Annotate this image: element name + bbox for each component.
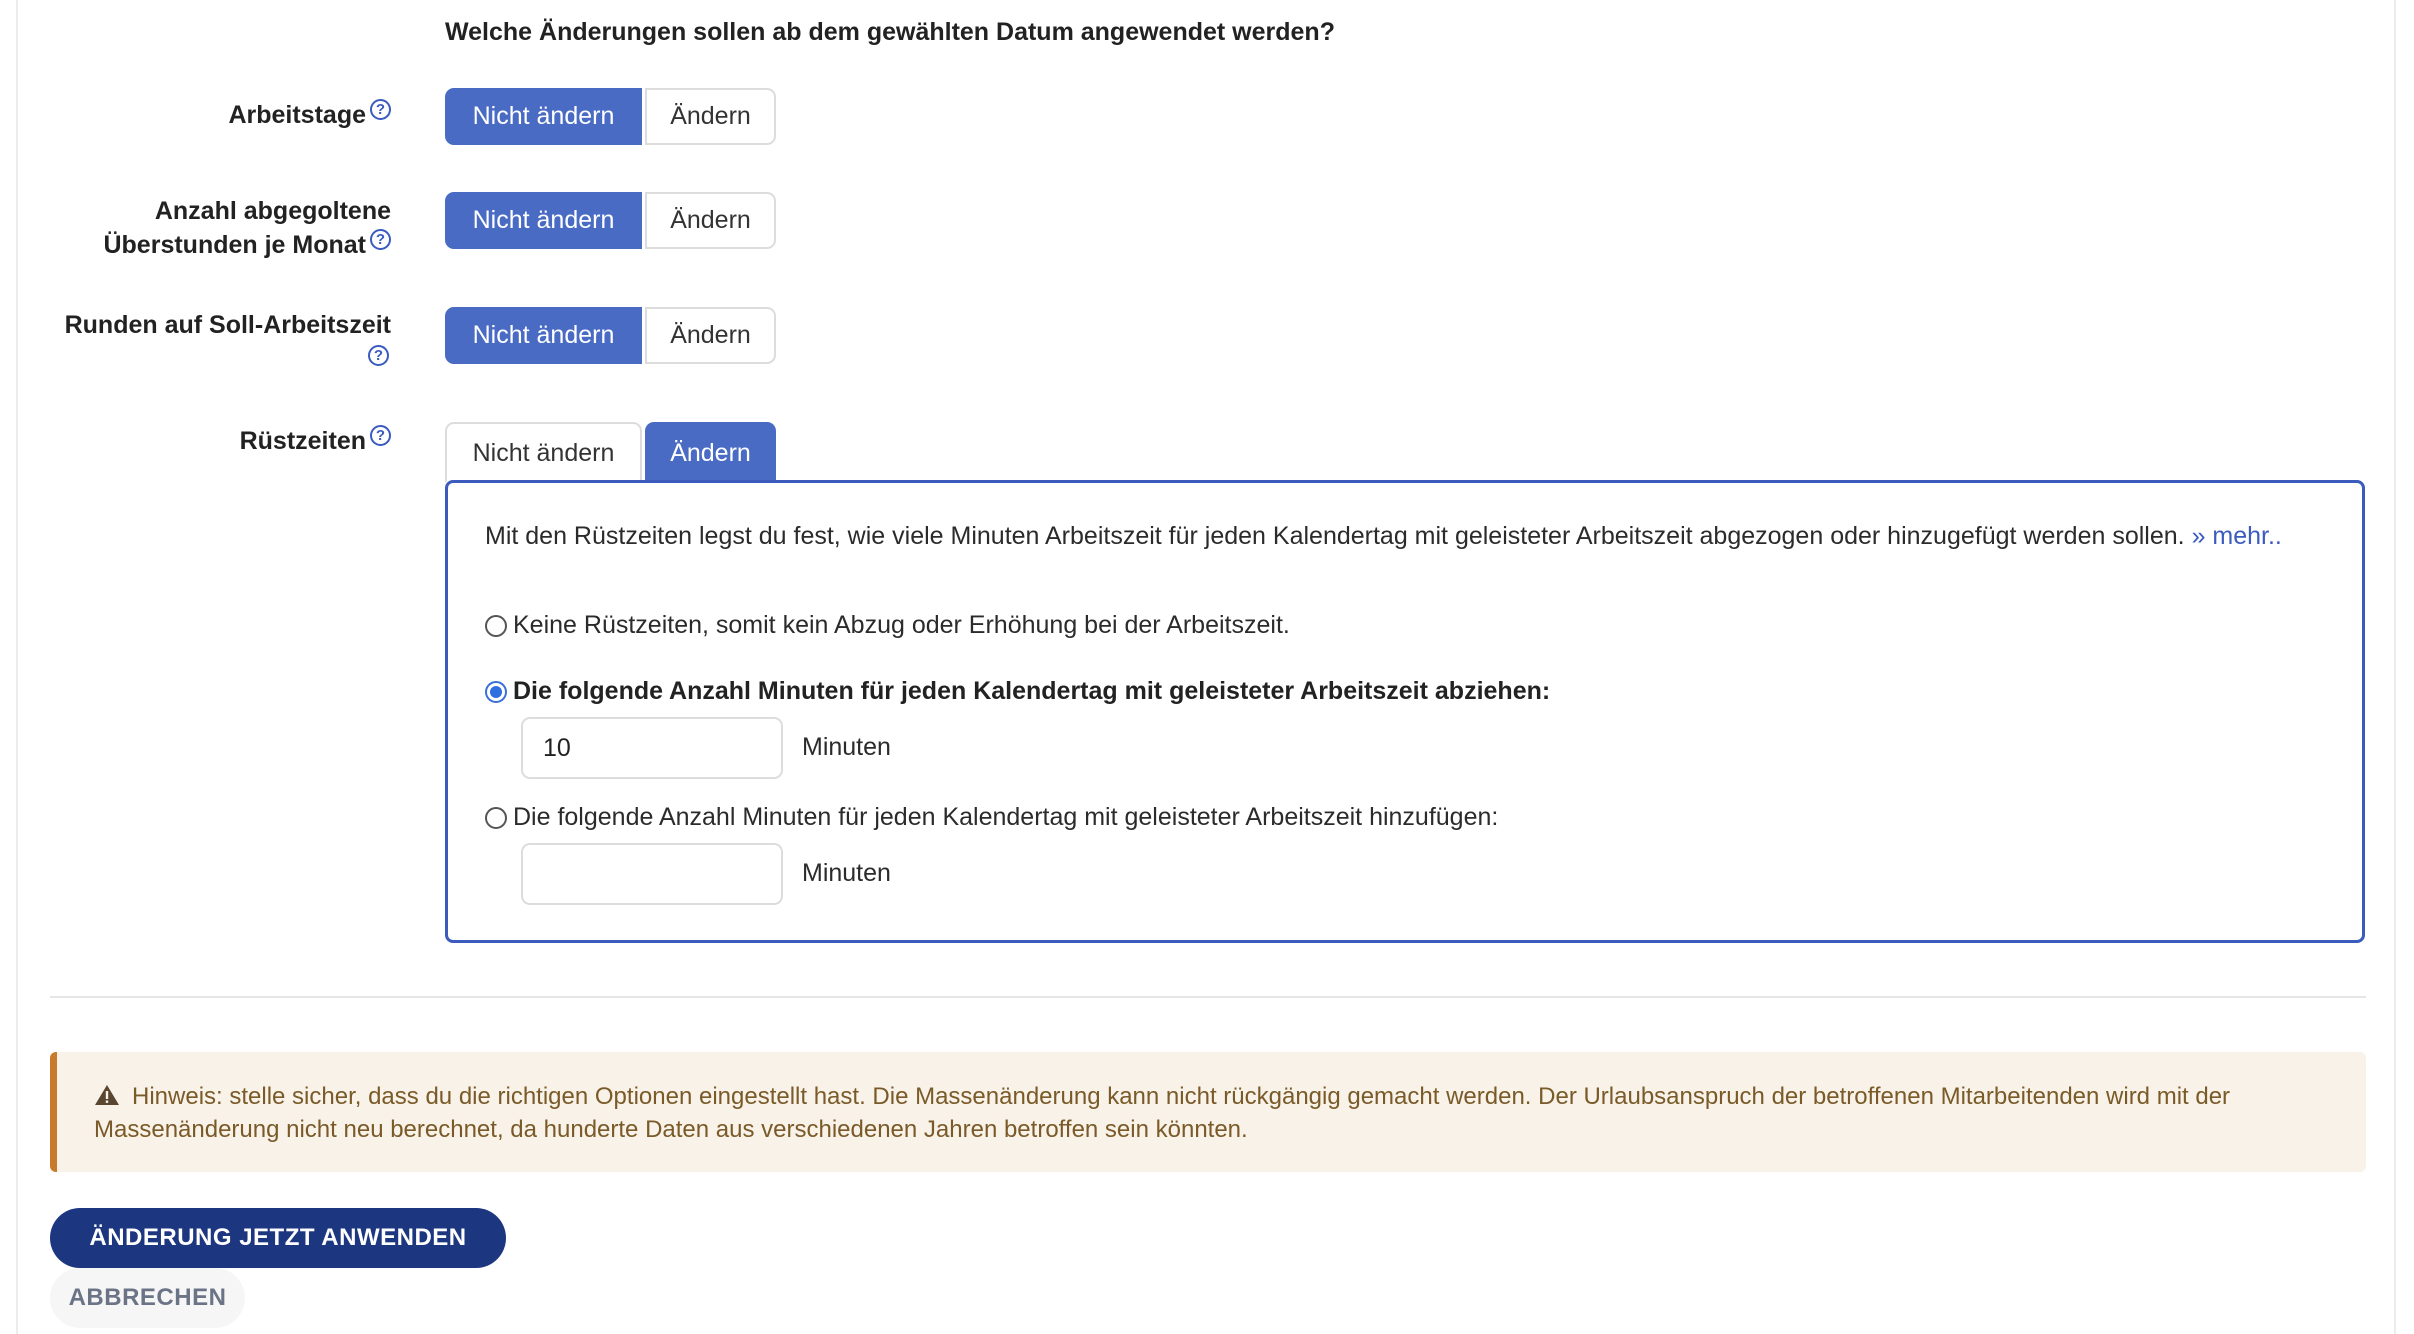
toggle-runden: [445, 307, 776, 364]
help-icon[interactable]: ?: [370, 425, 391, 446]
option-keep-button[interactable]: Nicht ändern: [445, 192, 642, 249]
radio-label: Die folgende Anzahl Minuten für jeden Kalendertag mit geleisteter Arbeitszeit abziehen:: [513, 677, 1551, 705]
help-icon[interactable]: ?: [370, 99, 391, 120]
radio-button-checked[interactable]: [485, 681, 507, 703]
help-icon[interactable]: ?: [368, 345, 389, 366]
row-label-text: Arbeitstage: [228, 101, 366, 129]
toggle-ruestzeiten: [445, 422, 776, 482]
row-label-line2: Überstunden je Monat: [103, 231, 366, 259]
notice-text: Hinweis: stelle sicher, dass du die richtigen Optionen eingestellt hast. Die Massenänderung kann nicht rückgängig gemacht werden. Der Urlaubsanspruch der betroffenen Mitarbeitenden wird mit der Massenänderung nicht neu berechnet, da hunderte Daten aus verschiedenen Jahren betroffen sein könnten.: [94, 1083, 2231, 1143]
radio-button[interactable]: [485, 615, 507, 637]
more-link[interactable]: » mehr..: [2191, 522, 2282, 550]
panel-description: [485, 519, 2315, 553]
section-question: Welche Änderungen sollen ab dem gewählten Datum angewendet werden?: [445, 18, 1335, 46]
unit-label: Minuten: [802, 859, 891, 887]
ruestzeiten-panel: [445, 480, 2365, 943]
radio-button[interactable]: [485, 807, 507, 829]
row-label-ruestzeiten: [240, 424, 391, 458]
add-minutes-input[interactable]: [521, 843, 783, 905]
row-label-arbeitstage: [228, 98, 391, 132]
row-label-text: Runden auf Soll-Arbeitszeit: [64, 311, 391, 339]
warning-icon: [94, 1084, 120, 1106]
radio-option-add[interactable]: [485, 803, 1498, 832]
toggle-ueberstunden: [445, 192, 776, 249]
option-change-button[interactable]: Ändern: [645, 307, 776, 364]
unit-label: Minuten: [802, 733, 891, 761]
cancel-button[interactable]: ABBRECHEN: [50, 1268, 245, 1328]
warning-notice: [50, 1052, 2366, 1172]
row-label-runden: [65, 308, 391, 342]
option-change-button[interactable]: Ändern: [645, 192, 776, 249]
row-label-text: Rüstzeiten: [239, 427, 366, 455]
divider: [50, 996, 2366, 998]
row-label-line1: Anzahl abgegoltene: [154, 197, 391, 225]
notice-text-block: [94, 1080, 2344, 1146]
toggle-arbeitstage: [445, 88, 776, 145]
option-keep-button[interactable]: Nicht ändern: [445, 422, 642, 482]
radio-option-subtract[interactable]: [485, 677, 1550, 706]
radio-option-none[interactable]: [485, 611, 1290, 640]
subtract-minutes-input[interactable]: 10: [521, 717, 783, 779]
option-change-button[interactable]: Ändern: [645, 88, 776, 145]
row-label-ueberstunden: [103, 194, 391, 262]
apply-change-button[interactable]: ÄNDERUNG JETZT ANWENDEN: [50, 1208, 506, 1268]
option-change-button[interactable]: Ändern: [645, 422, 776, 482]
help-icon[interactable]: ?: [370, 229, 391, 250]
page-border-left: [16, 0, 18, 1334]
option-keep-button[interactable]: Nicht ändern: [445, 307, 642, 364]
radio-label: Keine Rüstzeiten, somit kein Abzug oder Erhöhung bei der Arbeitszeit.: [513, 611, 1290, 639]
option-keep-button[interactable]: Nicht ändern: [445, 88, 642, 145]
description-text: Mit den Rüstzeiten legst du fest, wie viele Minuten Arbeitszeit für jeden Kalendertag mit geleisteter Arbeitszeit abgezogen oder hinzugefügt werden sollen.: [485, 522, 2185, 550]
radio-label: Die folgende Anzahl Minuten für jeden Kalendertag mit geleisteter Arbeitszeit hinzufügen:: [513, 803, 1499, 831]
page-border-right: [2394, 0, 2396, 1334]
